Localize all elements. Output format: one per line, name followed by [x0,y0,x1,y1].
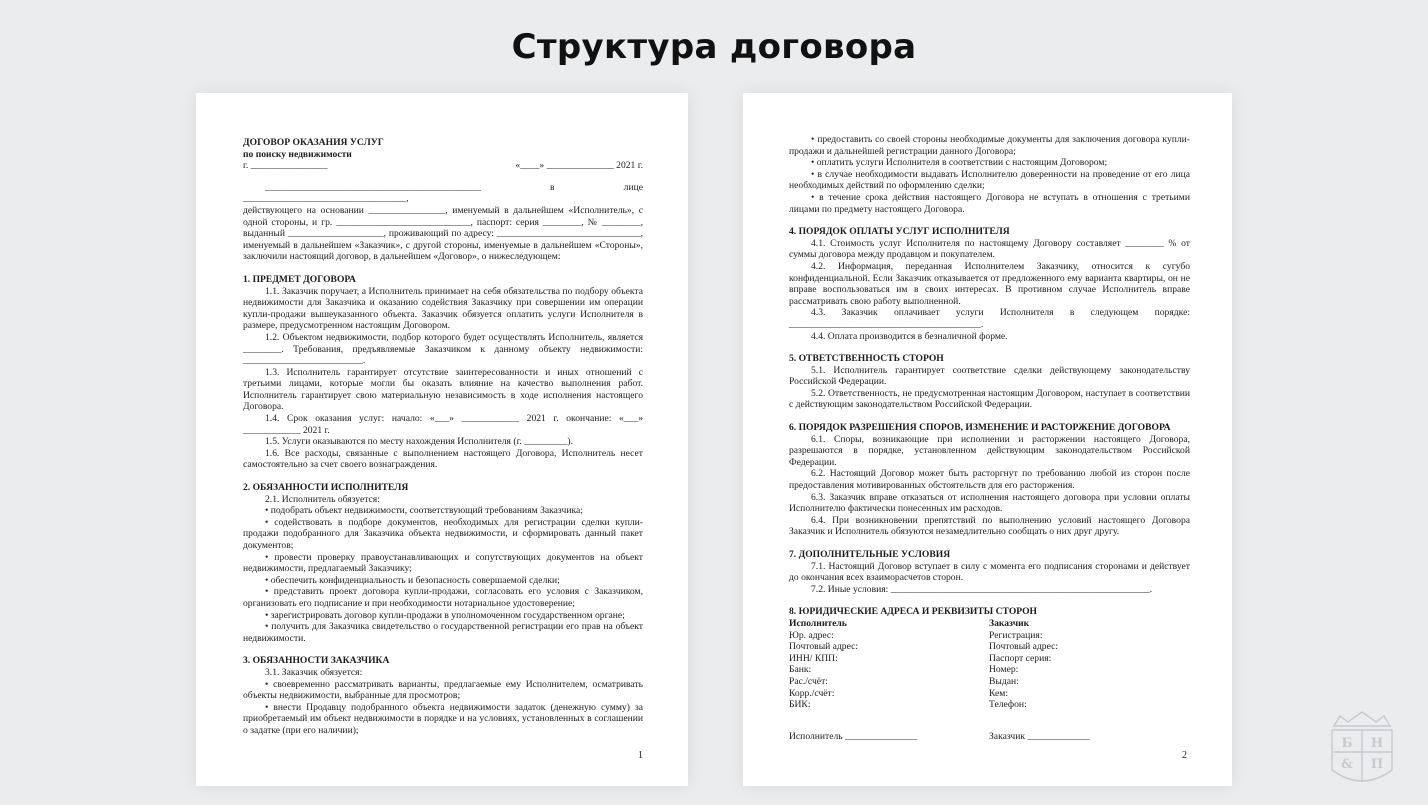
section-heading: 3. ОБЯЗАННОСТИ ЗАКАЗЧИКА [243,655,390,667]
clause: 4.3. Заказчик оплачивает услуги Исполнителя в следующем порядке: ________________________________________. [789,307,1190,330]
svg-text:&: & [1341,757,1353,772]
clause: 3.1. Заказчик обязуется: [265,666,363,678]
executor-field: Юр. адрес: [789,629,834,641]
executor-signature: Исполнитель _______________ [789,730,918,742]
clause: 1.2. Объектом недвижимости, подбор которого будет осуществлять Исполнитель, является ________. Требования, предъявляемые Заказчиком к данному объекту недвижимости: _________________________. [243,331,643,367]
requisites-table [789,618,1190,711]
customer-column [989,618,1189,711]
bullet-item: • подобрать объект недвижимости, соответствующий требованиям Заказчика; [265,505,583,517]
customer-field: Телефон: [989,699,1027,711]
section-heading: 5. ОТВЕТСТВЕННОСТЬ СТОРОН [789,353,944,365]
page-number: 2 [1182,750,1187,762]
bullet-item: • содействовать в подборе документов, необходимых для регистрации сделки купли-продажи подобранного для Заказчика объекта недвижимости, и сформировать данный пакет документов; [243,516,643,551]
clause: 5.2. Ответственность, не предусмотренная настоящим Договором, наступает в соответствии с действующим законодательством Российской Федерации. [789,387,1190,411]
bullet-item: • своевременно рассматривать варианты, предлагаемые ему Исполнителем, осматривать объекты недвижимости, выбранные для просмотров; [243,678,643,702]
section-heading: 6. ПОРЯДОК РАЗРЕШЕНИЯ СПОРОВ, ИЗМЕНЕНИЕ И РАСТОРЖЕНИЕ ДОГОВОРА [789,422,1171,434]
doc-title: ДОГОВОР ОКАЗАНИЯ УСЛУГ [243,137,384,148]
bullet-item: • оплатить услуги Исполнителя в соответствии с настоящим Договором; [811,157,1108,169]
clause: 2.1. Исполнитель обязуется: [265,493,380,505]
bullet-item: • в течение срока действия настоящего Договора не вступать в отношения с третьими лицами по предмету настоящего Договора. [789,191,1190,215]
customer-signature: Заказчик _____________ [989,730,1090,742]
bullet-item: • предоставить со своей стороны необходимые документы для заключения договора купли-продажи и дальнейшей регистрации данного Договора; [789,134,1190,157]
date-field: «____» ______________ 2021 г. [515,160,643,172]
clause: 4.1. Стоимость услуг Исполнителя по настоящему Договору составляет ________ % от суммы договора между продавцом и покупателем. [789,237,1190,261]
executor-field: БИК: [789,699,811,711]
bullet-item: • зарегистрировать договор купли-продажи в уполномоченном государственном органе; [265,609,625,621]
section-heading: 7. ДОПОЛНИТЕЛЬНЫЕ УСЛОВИЯ [789,549,951,560]
clause: 5.1. Исполнитель гарантирует соответствие сделки действующему законодательству Российской Федерации. [789,364,1190,388]
intro-line: _____________________________________________ в лице __________________________________, [243,181,643,205]
page-number: 1 [638,750,643,762]
customer-field: Паспорт серия: [989,652,1052,664]
bullet-item: • обеспечить конфиденциальность и безопасность совершаемой сделки; [265,574,560,586]
executor-field: ИНН/ КПП: [789,652,838,664]
executor-field: Банк: [789,664,812,676]
clause: 6.1. Споры, возникающие при исполнении и расторжении настоящего Договора, разрешаются в порядке, установленном действующим законодательством Российской Федерации. [789,433,1190,468]
slide-title: Структура договора [511,27,917,67]
bullet-item: • представить проект договора купли-продажи, согласовать его условия с Заказчиком, организовать его подписание и при необходимости нотариальное удостоверение; [243,586,643,609]
clause: 1.4. Срок оказания услуг: начало: «___» ____________ 2021 г. окончание: «___» ____________ 2021 г. [243,413,643,436]
section-heading: 1. ПРЕДМЕТ ДОГОВОРА [243,273,356,285]
clause: 6.4. При возникновении препятствий по выполнению условий настоящего Договора Заказчик и Исполнитель обязуются незамедлительно сообщать о них друг другу. [789,514,1190,538]
svg-text:Б: Б [1341,736,1353,751]
bullet-item: • получить для Заказчика свидетельство о государственной регистрации его прав на объект недвижимости. [243,621,643,644]
place-date-row [243,160,643,172]
signature-row [789,731,1190,743]
clause: 1.5. Услуги оказываются по месту нахождения Исполнителя (г. _________). [265,436,573,448]
executor-field: Корр./счёт: [789,687,835,699]
executor-field: Почтовый адрес: [789,641,859,653]
place-field: г. ________________ [243,160,328,172]
customer-field: Выдан: [989,675,1019,687]
customer-field: Регистрация: [989,629,1043,641]
section-heading: 8. ЮРИДИЧЕСКИЕ АДРЕСА И РЕКВИЗИТЫ СТОРОН [789,606,1038,618]
customer-title: Заказчик [989,617,1030,629]
intro-paragraph: действующего на основании ________________, именуемый в дальнейшем «Исполнитель», с одной стороны, и гр. ____________________________, паспорт: серия ________, № ________, выданный ____________________, проживающий по адресу: ______________________________, именуемый в дальнейшем «Заказчик», с другой стороны, именуемые в дальнейшем «Стороны», заключили настоящий договор, в дальнейшем «Договор», о нижеследующем: [243,204,643,263]
customer-field: Номер: [989,664,1019,676]
svg-text:П: П [1370,757,1384,772]
clause: 1.3. Исполнитель гарантирует отсутствие заинтересованности и иных отношений с третьими лицами, которые могли бы оказать влияние на качество выполнения работ. Исполнитель гарантирует свою материальную независимость в ходе исполнения настоящего Договора. [243,366,643,413]
customer-field: Кем: [989,687,1009,699]
clause: 1.6. Все расходы, связанные с выполнением настоящего Договора, Исполнитель несет самостоятельно за счет своего вознаграждения. [243,447,643,471]
clause: 7.2. Иные условия: ______________________________________________________. [811,583,1153,595]
clause: 1.1. Заказчик поручает, а Исполнитель принимает на себя обязательства по подбору объекта недвижимости для Заказчика и оказанию содействия Заказчику при совершении им операции купли-продажи вышеуказанного объекта. Заказчик обязуется оплатить услуги Исполнителя в размере, предусмотренном настоящим Договором. [243,285,643,332]
customer-field: Почтовый адрес: [989,641,1059,653]
clause: 4.4. Оплата производится в безналичной форме. [811,330,1008,342]
clause: 6.3. Заказчик вправе отказаться от исполнения настоящего договора при условии оплаты Исполнителю фактически понесенных им расходов. [789,491,1190,515]
bullet-item: • внести Продавцу подобранного объекта недвижимости задаток (денежную сумму) за приобретаемый им объект недвижимости в порядке и на условиях, установленных в соглашении о задатке (при его наличии); [243,701,643,736]
bullet-item: • провести проверку правоустанавливающих и сопутствующих документов на объект недвижимости, предлагаемый Заказчику; [243,551,643,575]
bullet-item: • в случае необходимости выдавать Исполнителю доверенности на проведение от его лица необходимых действий по оформлению сделки; [789,168,1190,192]
clause: 6.2. Настоящий Договор может быть расторгнут по требованию любой из сторон после предоставления мотивированных обстоятельств для его расторжения. [789,468,1190,492]
section-heading: 4. ПОРЯДОК ОПЛАТЫ УСЛУГ ИСПОЛНИТЕЛЯ [789,226,1010,238]
clause: 7.1. Настоящий Договор вступает в силу с момента его подписания сторонами и действует до окончания всех взаиморасчетов сторон. [789,560,1190,584]
section-heading: 2. ОБЯЗАННОСТИ ИСПОЛНИТЕЛЯ [243,482,409,494]
executor-title: Исполнитель [789,617,847,629]
company-logo-icon [1326,708,1398,794]
contract-page-1 [196,93,688,786]
doc-subtitle: по поиску недвижимости [243,148,352,160]
executor-column [789,618,989,711]
executor-field: Рас./счёт: [789,675,828,687]
contract-page-2 [743,93,1232,786]
clause: 4.2. Информация, переданная Исполнителем Заказчику, относится к сугубо конфиденциальной. Если Заказчик отказывается от предложенного ему варианта квартиры, он не вправе воспользоваться им в своих интересах. В противном случае Исполнитель вправе рассматривать свою работу выполненной. [789,260,1190,307]
svg-text:Н: Н [1370,736,1384,751]
